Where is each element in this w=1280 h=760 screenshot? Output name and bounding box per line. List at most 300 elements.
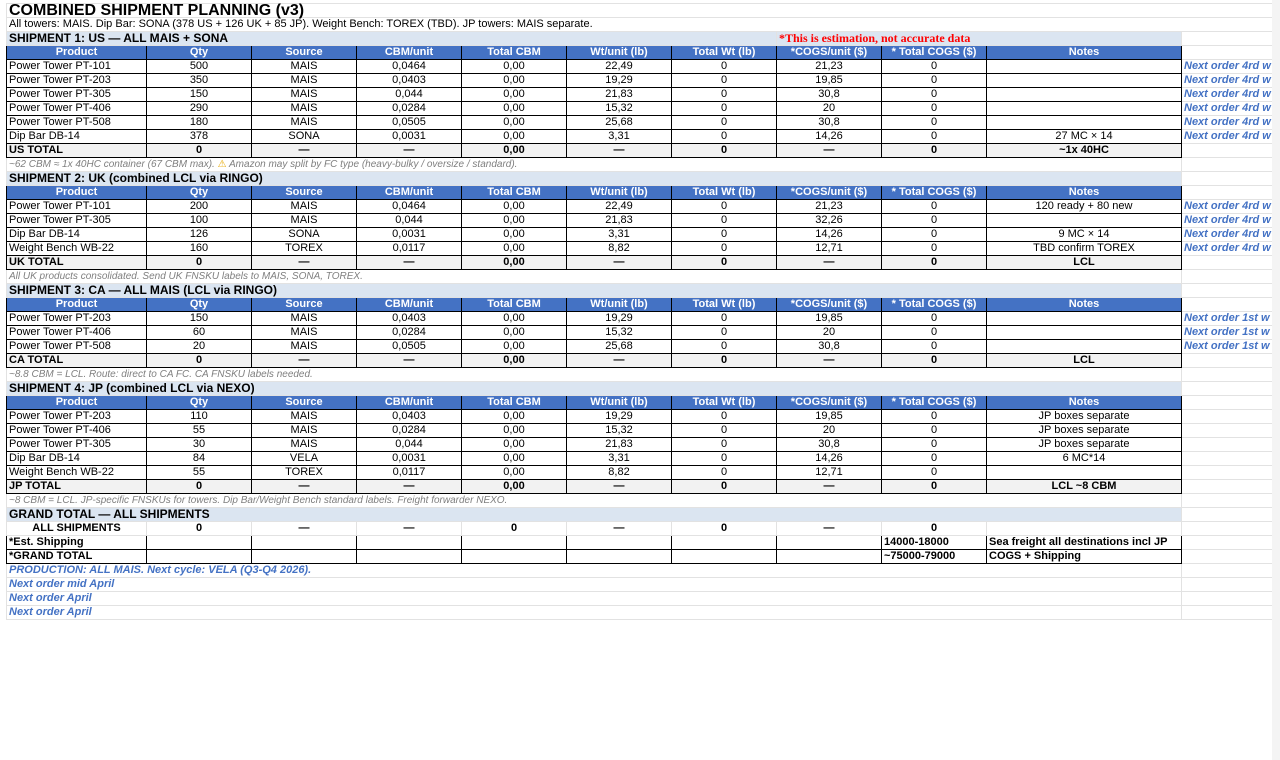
- total-notes[interactable]: LCL ~8 CBM: [987, 480, 1182, 494]
- cell-total-wt[interactable]: 0: [672, 228, 777, 242]
- cell-total-cbm[interactable]: 0,00: [462, 438, 567, 452]
- cell-source[interactable]: VELA: [252, 452, 357, 466]
- cell-notes[interactable]: [987, 466, 1182, 480]
- cell-qty[interactable]: 55: [147, 466, 252, 480]
- side-note[interactable]: Next order 4rd w: [1182, 242, 1274, 256]
- cell-total-wt[interactable]: 0: [672, 88, 777, 102]
- cell-total-cogs[interactable]: 0: [882, 340, 987, 354]
- cell-notes[interactable]: JP boxes separate: [987, 438, 1182, 452]
- header-total-cogs[interactable]: * Total COGS ($): [882, 46, 987, 60]
- all-wt-unit[interactable]: —: [567, 522, 672, 536]
- total-product[interactable]: UK TOTAL: [7, 256, 147, 270]
- empty-cell[interactable]: [1182, 382, 1274, 396]
- cell-source[interactable]: MAIS: [252, 116, 357, 130]
- cell-total-cogs[interactable]: 0: [882, 312, 987, 326]
- est-shipping-value[interactable]: 14000-18000: [882, 536, 987, 550]
- cell-total-cogs[interactable]: 0: [882, 88, 987, 102]
- total-total-cbm[interactable]: 0,00: [462, 480, 567, 494]
- total-total-cogs[interactable]: 0: [882, 354, 987, 368]
- side-note[interactable]: Next order 1st w: [1182, 340, 1274, 354]
- cell-source[interactable]: MAIS: [252, 74, 357, 88]
- cell-total-wt[interactable]: 0: [672, 424, 777, 438]
- sheet-title[interactable]: COMBINED SHIPMENT PLANNING (v3): [7, 4, 1274, 18]
- cell-total-wt[interactable]: 0: [672, 60, 777, 74]
- side-note[interactable]: Next order 1st w: [1182, 326, 1274, 340]
- cell-total-cogs[interactable]: 0: [882, 242, 987, 256]
- total-wt-unit[interactable]: —: [567, 144, 672, 158]
- cell-total-cogs[interactable]: 0: [882, 74, 987, 88]
- cell-wt-unit[interactable]: 15,32: [567, 102, 672, 116]
- cell-total-cbm[interactable]: 0,00: [462, 424, 567, 438]
- cell-total-cogs[interactable]: 0: [882, 466, 987, 480]
- header-total-wt[interactable]: Total Wt (lb): [672, 298, 777, 312]
- empty-cell[interactable]: [672, 550, 777, 564]
- cell-total-cbm[interactable]: 0,00: [462, 200, 567, 214]
- side-note[interactable]: [1182, 410, 1274, 424]
- cell-cogs-unit[interactable]: 20: [777, 326, 882, 340]
- footer-note[interactable]: Next order April: [7, 606, 1182, 620]
- cell-cogs-unit[interactable]: 14,26: [777, 228, 882, 242]
- cell-source[interactable]: MAIS: [252, 326, 357, 340]
- empty-cell[interactable]: [1182, 606, 1274, 620]
- empty-cell[interactable]: [567, 536, 672, 550]
- total-total-cogs[interactable]: 0: [882, 480, 987, 494]
- cell-cbm-unit[interactable]: 0,0117: [357, 242, 462, 256]
- cell-product[interactable]: Power Tower PT-203: [7, 74, 147, 88]
- empty-cell[interactable]: [1182, 284, 1274, 298]
- cell-cbm-unit[interactable]: 0,0284: [357, 424, 462, 438]
- shipment-title[interactable]: SHIPMENT 2: UK (combined LCL via RINGO): [7, 172, 1182, 186]
- cell-product[interactable]: Weight Bench WB-22: [7, 466, 147, 480]
- cell-total-wt[interactable]: 0: [672, 340, 777, 354]
- header-total-cbm[interactable]: Total CBM: [462, 46, 567, 60]
- cell-qty[interactable]: 110: [147, 410, 252, 424]
- cell-product[interactable]: Dip Bar DB-14: [7, 130, 147, 144]
- cell-source[interactable]: MAIS: [252, 102, 357, 116]
- empty-cell[interactable]: [1182, 494, 1274, 508]
- cell-source[interactable]: MAIS: [252, 312, 357, 326]
- est-shipping-label[interactable]: *Est. Shipping: [7, 536, 147, 550]
- total-total-cogs[interactable]: 0: [882, 256, 987, 270]
- footer-note[interactable]: Next order mid April: [7, 578, 1182, 592]
- shipment-note[interactable]: ~8.8 CBM = LCL. Route: direct to CA FC. CA FNSKU labels needed.: [7, 368, 1182, 382]
- cell-source[interactable]: MAIS: [252, 88, 357, 102]
- cell-total-cbm[interactable]: 0,00: [462, 88, 567, 102]
- cell-total-wt[interactable]: 0: [672, 410, 777, 424]
- total-qty[interactable]: 0: [147, 480, 252, 494]
- all-source[interactable]: —: [252, 522, 357, 536]
- cell-total-cogs[interactable]: 0: [882, 60, 987, 74]
- cell-product[interactable]: Power Tower PT-305: [7, 88, 147, 102]
- cell-wt-unit[interactable]: 19,29: [567, 312, 672, 326]
- cell-cogs-unit[interactable]: 30,8: [777, 88, 882, 102]
- cell-source[interactable]: MAIS: [252, 410, 357, 424]
- total-total-cogs[interactable]: 0: [882, 144, 987, 158]
- side-note[interactable]: [1182, 452, 1274, 466]
- cell-product[interactable]: Power Tower PT-305: [7, 438, 147, 452]
- cell-qty[interactable]: 20: [147, 340, 252, 354]
- header-cbm-unit[interactable]: CBM/unit: [357, 186, 462, 200]
- est-shipping-note[interactable]: Sea freight all destinations incl JP: [987, 536, 1182, 550]
- header-cogs-unit[interactable]: *COGS/unit ($): [777, 298, 882, 312]
- cell-total-wt[interactable]: 0: [672, 102, 777, 116]
- cell-cogs-unit[interactable]: 20: [777, 102, 882, 116]
- cell-product[interactable]: Power Tower PT-101: [7, 200, 147, 214]
- cell-qty[interactable]: 150: [147, 312, 252, 326]
- side-note[interactable]: Next order 1st w: [1182, 312, 1274, 326]
- total-total-wt[interactable]: 0: [672, 144, 777, 158]
- cell-cogs-unit[interactable]: 30,8: [777, 340, 882, 354]
- cell-notes[interactable]: [987, 116, 1182, 130]
- shipment-title[interactable]: SHIPMENT 3: CA — ALL MAIS (LCL via RINGO): [7, 284, 1182, 298]
- sheet-subtitle[interactable]: All towers: MAIS. Dip Bar: SONA (378 US + 126 UK + 85 JP). Weight Bench: TOREX (TBD). JP towers: MAIS separate.: [7, 18, 1274, 32]
- header-source[interactable]: Source: [252, 396, 357, 410]
- cell-total-cogs[interactable]: 0: [882, 410, 987, 424]
- header-total-cbm[interactable]: Total CBM: [462, 186, 567, 200]
- cell-qty[interactable]: 200: [147, 200, 252, 214]
- cell-notes[interactable]: JP boxes separate: [987, 410, 1182, 424]
- header-total-cogs[interactable]: * Total COGS ($): [882, 186, 987, 200]
- cell-total-wt[interactable]: 0: [672, 214, 777, 228]
- cell-total-cogs[interactable]: 0: [882, 228, 987, 242]
- cell-total-wt[interactable]: 0: [672, 466, 777, 480]
- cell-cbm-unit[interactable]: 0,0031: [357, 130, 462, 144]
- header-product[interactable]: Product: [7, 186, 147, 200]
- footer-note[interactable]: Next order April: [7, 592, 1182, 606]
- cell-wt-unit[interactable]: 3,31: [567, 228, 672, 242]
- header-notes[interactable]: Notes: [987, 298, 1182, 312]
- header-total-wt[interactable]: Total Wt (lb): [672, 396, 777, 410]
- cell-wt-unit[interactable]: 8,82: [567, 242, 672, 256]
- grand-total-note[interactable]: COGS + Shipping: [987, 550, 1182, 564]
- cell-total-wt[interactable]: 0: [672, 116, 777, 130]
- cell-cbm-unit[interactable]: 0,0403: [357, 312, 462, 326]
- header-qty[interactable]: Qty: [147, 186, 252, 200]
- cell-qty[interactable]: 180: [147, 116, 252, 130]
- header-source[interactable]: Source: [252, 298, 357, 312]
- all-total-cbm[interactable]: 0: [462, 522, 567, 536]
- cell-product[interactable]: Dip Bar DB-14: [7, 452, 147, 466]
- header-product[interactable]: Product: [7, 46, 147, 60]
- empty-cell[interactable]: [1182, 508, 1274, 522]
- grand-total-value[interactable]: ~75000-79000: [882, 550, 987, 564]
- header-notes[interactable]: Notes: [987, 396, 1182, 410]
- cell-total-wt[interactable]: 0: [672, 130, 777, 144]
- header-total-wt[interactable]: Total Wt (lb): [672, 46, 777, 60]
- cell-cbm-unit[interactable]: 0,0031: [357, 228, 462, 242]
- cell-cogs-unit[interactable]: 20: [777, 424, 882, 438]
- cell-wt-unit[interactable]: 15,32: [567, 424, 672, 438]
- cell-total-cogs[interactable]: 0: [882, 130, 987, 144]
- cell-total-cogs[interactable]: 0: [882, 326, 987, 340]
- total-total-cbm[interactable]: 0,00: [462, 256, 567, 270]
- cell-total-cogs[interactable]: 0: [882, 214, 987, 228]
- cell-source[interactable]: SONA: [252, 130, 357, 144]
- empty-cell[interactable]: [357, 550, 462, 564]
- header-cogs-unit[interactable]: *COGS/unit ($): [777, 186, 882, 200]
- cell-cbm-unit[interactable]: 0,0031: [357, 452, 462, 466]
- cell-cogs-unit[interactable]: 12,71: [777, 242, 882, 256]
- header-total-cbm[interactable]: Total CBM: [462, 396, 567, 410]
- cell-notes[interactable]: JP boxes separate: [987, 424, 1182, 438]
- cell-cogs-unit[interactable]: 21,23: [777, 60, 882, 74]
- cell-total-wt[interactable]: 0: [672, 200, 777, 214]
- cell-product[interactable]: Power Tower PT-101: [7, 60, 147, 74]
- cell-wt-unit[interactable]: 21,83: [567, 88, 672, 102]
- total-cogs-unit[interactable]: —: [777, 256, 882, 270]
- header-qty[interactable]: Qty: [147, 298, 252, 312]
- cell-total-cbm[interactable]: 0,00: [462, 60, 567, 74]
- cell-source[interactable]: TOREX: [252, 242, 357, 256]
- header-product[interactable]: Product: [7, 298, 147, 312]
- header-total-wt[interactable]: Total Wt (lb): [672, 186, 777, 200]
- cell-total-wt[interactable]: 0: [672, 312, 777, 326]
- empty-cell[interactable]: [672, 536, 777, 550]
- empty-cell[interactable]: [1182, 270, 1274, 284]
- cell-qty[interactable]: 30: [147, 438, 252, 452]
- vertical-scrollbar[interactable]: [1272, 0, 1280, 760]
- total-qty[interactable]: 0: [147, 354, 252, 368]
- total-cogs-unit[interactable]: —: [777, 354, 882, 368]
- empty-cell[interactable]: [1182, 298, 1274, 312]
- cell-cogs-unit[interactable]: 21,23: [777, 200, 882, 214]
- empty-cell[interactable]: [1182, 46, 1274, 60]
- cell-cbm-unit[interactable]: 0,0464: [357, 200, 462, 214]
- cell-cbm-unit[interactable]: 0,044: [357, 214, 462, 228]
- cell-wt-unit[interactable]: 22,49: [567, 200, 672, 214]
- header-qty[interactable]: Qty: [147, 46, 252, 60]
- total-cbm-unit[interactable]: —: [357, 480, 462, 494]
- empty-cell[interactable]: [252, 536, 357, 550]
- all-qty[interactable]: 0: [147, 522, 252, 536]
- total-cbm-unit[interactable]: —: [357, 354, 462, 368]
- cell-cbm-unit[interactable]: 0,044: [357, 438, 462, 452]
- cell-notes[interactable]: [987, 326, 1182, 340]
- empty-cell[interactable]: [1182, 172, 1274, 186]
- estimation-warning[interactable]: *This is estimation, not accurate data: [777, 32, 1182, 46]
- empty-cell[interactable]: [1182, 32, 1274, 46]
- shipment-note[interactable]: [7, 158, 1182, 172]
- header-product[interactable]: Product: [7, 396, 147, 410]
- all-total-cogs[interactable]: 0: [882, 522, 987, 536]
- total-wt-unit[interactable]: —: [567, 480, 672, 494]
- cell-total-cbm[interactable]: 0,00: [462, 452, 567, 466]
- header-cogs-unit[interactable]: *COGS/unit ($): [777, 396, 882, 410]
- cell-source[interactable]: SONA: [252, 228, 357, 242]
- cell-wt-unit[interactable]: 25,68: [567, 340, 672, 354]
- cell-qty[interactable]: 500: [147, 60, 252, 74]
- empty-cell[interactable]: [1182, 186, 1274, 200]
- shipment-note[interactable]: All UK products consolidated. Send UK FNSKU labels to MAIS, SONA, TOREX.: [7, 270, 1182, 284]
- empty-cell[interactable]: [1182, 256, 1274, 270]
- cell-total-cogs[interactable]: 0: [882, 116, 987, 130]
- empty-cell[interactable]: [1182, 480, 1274, 494]
- cell-product[interactable]: Power Tower PT-203: [7, 410, 147, 424]
- empty-cell[interactable]: [777, 550, 882, 564]
- all-product[interactable]: ALL SHIPMENTS: [7, 522, 147, 536]
- cell-notes[interactable]: [987, 312, 1182, 326]
- total-total-wt[interactable]: 0: [672, 480, 777, 494]
- cell-wt-unit[interactable]: 15,32: [567, 326, 672, 340]
- cell-qty[interactable]: 350: [147, 74, 252, 88]
- header-total-cogs[interactable]: * Total COGS ($): [882, 396, 987, 410]
- cell-notes[interactable]: 6 MC*14: [987, 452, 1182, 466]
- cell-cogs-unit[interactable]: 32,26: [777, 214, 882, 228]
- header-wt-unit[interactable]: Wt/unit (lb): [567, 186, 672, 200]
- empty-cell[interactable]: [462, 550, 567, 564]
- cell-wt-unit[interactable]: 19,29: [567, 74, 672, 88]
- empty-cell[interactable]: [1182, 144, 1274, 158]
- cell-wt-unit[interactable]: 3,31: [567, 452, 672, 466]
- total-cbm-unit[interactable]: —: [357, 144, 462, 158]
- total-source[interactable]: —: [252, 354, 357, 368]
- total-cbm-unit[interactable]: —: [357, 256, 462, 270]
- cell-product[interactable]: Power Tower PT-305: [7, 214, 147, 228]
- cell-notes[interactable]: [987, 214, 1182, 228]
- total-source[interactable]: —: [252, 256, 357, 270]
- empty-cell[interactable]: [1182, 578, 1274, 592]
- side-note[interactable]: Next order 4rd w: [1182, 228, 1274, 242]
- cell-total-cogs[interactable]: 0: [882, 200, 987, 214]
- cell-total-cogs[interactable]: 0: [882, 438, 987, 452]
- cell-source[interactable]: MAIS: [252, 438, 357, 452]
- side-note[interactable]: Next order 4rd w: [1182, 74, 1274, 88]
- cell-cogs-unit[interactable]: 19,85: [777, 74, 882, 88]
- total-product[interactable]: US TOTAL: [7, 144, 147, 158]
- side-note[interactable]: Next order 4rd w: [1182, 214, 1274, 228]
- side-note[interactable]: [1182, 424, 1274, 438]
- total-qty[interactable]: 0: [147, 256, 252, 270]
- cell-notes[interactable]: [987, 60, 1182, 74]
- cell-cogs-unit[interactable]: 12,71: [777, 466, 882, 480]
- cell-total-wt[interactable]: 0: [672, 452, 777, 466]
- cell-notes[interactable]: [987, 74, 1182, 88]
- empty-cell[interactable]: [147, 536, 252, 550]
- total-source[interactable]: —: [252, 480, 357, 494]
- cell-qty[interactable]: 378: [147, 130, 252, 144]
- header-notes[interactable]: Notes: [987, 186, 1182, 200]
- all-cogs-unit[interactable]: —: [777, 522, 882, 536]
- cell-wt-unit[interactable]: 21,83: [567, 438, 672, 452]
- cell-total-cbm[interactable]: 0,00: [462, 116, 567, 130]
- cell-notes[interactable]: [987, 102, 1182, 116]
- total-wt-unit[interactable]: —: [567, 256, 672, 270]
- empty-cell[interactable]: [567, 550, 672, 564]
- total-notes[interactable]: LCL: [987, 256, 1182, 270]
- cell-cbm-unit[interactable]: 0,0505: [357, 340, 462, 354]
- cell-total-cbm[interactable]: 0,00: [462, 340, 567, 354]
- cell-notes[interactable]: 120 ready + 80 new: [987, 200, 1182, 214]
- cell-cbm-unit[interactable]: 0,0284: [357, 326, 462, 340]
- header-wt-unit[interactable]: Wt/unit (lb): [567, 298, 672, 312]
- header-notes[interactable]: Notes: [987, 46, 1182, 60]
- cell-total-cbm[interactable]: 0,00: [462, 312, 567, 326]
- side-note[interactable]: Next order 4rd w: [1182, 60, 1274, 74]
- side-note[interactable]: Next order 4rd w: [1182, 130, 1274, 144]
- header-total-cbm[interactable]: Total CBM: [462, 298, 567, 312]
- cell-qty[interactable]: 55: [147, 424, 252, 438]
- total-notes[interactable]: ~1x 40HC: [987, 144, 1182, 158]
- cell-product[interactable]: Power Tower PT-406: [7, 424, 147, 438]
- header-qty[interactable]: Qty: [147, 396, 252, 410]
- cell-source[interactable]: MAIS: [252, 340, 357, 354]
- empty-cell[interactable]: [1182, 564, 1274, 578]
- total-cogs-unit[interactable]: —: [777, 480, 882, 494]
- all-total-wt[interactable]: 0: [672, 522, 777, 536]
- cell-wt-unit[interactable]: 3,31: [567, 130, 672, 144]
- empty-cell[interactable]: [1182, 536, 1274, 550]
- cell-total-cbm[interactable]: 0,00: [462, 410, 567, 424]
- cell-notes[interactable]: TBD confirm TOREX: [987, 242, 1182, 256]
- header-total-cogs[interactable]: * Total COGS ($): [882, 298, 987, 312]
- cell-total-cbm[interactable]: 0,00: [462, 214, 567, 228]
- cell-total-cogs[interactable]: 0: [882, 452, 987, 466]
- cell-total-cbm[interactable]: 0,00: [462, 130, 567, 144]
- total-total-cbm[interactable]: 0,00: [462, 354, 567, 368]
- empty-cell[interactable]: [1182, 592, 1274, 606]
- total-wt-unit[interactable]: —: [567, 354, 672, 368]
- cell-cbm-unit[interactable]: 0,0284: [357, 102, 462, 116]
- cell-source[interactable]: MAIS: [252, 214, 357, 228]
- cell-total-cogs[interactable]: 0: [882, 102, 987, 116]
- cell-source[interactable]: TOREX: [252, 466, 357, 480]
- total-source[interactable]: —: [252, 144, 357, 158]
- empty-cell[interactable]: [777, 536, 882, 550]
- side-note[interactable]: Next order 4rd w: [1182, 200, 1274, 214]
- cell-total-wt[interactable]: 0: [672, 242, 777, 256]
- shipment-title[interactable]: SHIPMENT 1: US — ALL MAIS + SONA: [7, 32, 777, 46]
- cell-cogs-unit[interactable]: 19,85: [777, 410, 882, 424]
- header-source[interactable]: Source: [252, 186, 357, 200]
- cell-total-cbm[interactable]: 0,00: [462, 466, 567, 480]
- total-cogs-unit[interactable]: —: [777, 144, 882, 158]
- grand-total-label[interactable]: *GRAND TOTAL: [7, 550, 147, 564]
- cell-qty[interactable]: 160: [147, 242, 252, 256]
- cell-cbm-unit[interactable]: 0,0117: [357, 466, 462, 480]
- cell-cogs-unit[interactable]: 14,26: [777, 452, 882, 466]
- header-cbm-unit[interactable]: CBM/unit: [357, 298, 462, 312]
- cell-product[interactable]: Power Tower PT-203: [7, 312, 147, 326]
- cell-total-wt[interactable]: 0: [672, 326, 777, 340]
- cell-cogs-unit[interactable]: 14,26: [777, 130, 882, 144]
- cell-cogs-unit[interactable]: 30,8: [777, 116, 882, 130]
- cell-qty[interactable]: 126: [147, 228, 252, 242]
- cell-product[interactable]: Weight Bench WB-22: [7, 242, 147, 256]
- header-source[interactable]: Source: [252, 46, 357, 60]
- cell-wt-unit[interactable]: 19,29: [567, 410, 672, 424]
- cell-total-cbm[interactable]: 0,00: [462, 102, 567, 116]
- cell-wt-unit[interactable]: 8,82: [567, 466, 672, 480]
- cell-wt-unit[interactable]: 21,83: [567, 214, 672, 228]
- cell-source[interactable]: MAIS: [252, 200, 357, 214]
- empty-cell[interactable]: [147, 550, 252, 564]
- cell-wt-unit[interactable]: 22,49: [567, 60, 672, 74]
- cell-total-cbm[interactable]: 0,00: [462, 242, 567, 256]
- cell-cbm-unit[interactable]: 0,0403: [357, 74, 462, 88]
- empty-cell[interactable]: [357, 536, 462, 550]
- cell-cogs-unit[interactable]: 30,8: [777, 438, 882, 452]
- total-total-cbm[interactable]: 0,00: [462, 144, 567, 158]
- header-wt-unit[interactable]: Wt/unit (lb): [567, 396, 672, 410]
- shipment-title[interactable]: SHIPMENT 4: JP (combined LCL via NEXO): [7, 382, 1182, 396]
- cell-notes[interactable]: 27 MC × 14: [987, 130, 1182, 144]
- total-qty[interactable]: 0: [147, 144, 252, 158]
- cell-qty[interactable]: 290: [147, 102, 252, 116]
- cell-total-cbm[interactable]: 0,00: [462, 228, 567, 242]
- cell-qty[interactable]: 60: [147, 326, 252, 340]
- side-note[interactable]: Next order 4rd w: [1182, 102, 1274, 116]
- total-notes[interactable]: LCL: [987, 354, 1182, 368]
